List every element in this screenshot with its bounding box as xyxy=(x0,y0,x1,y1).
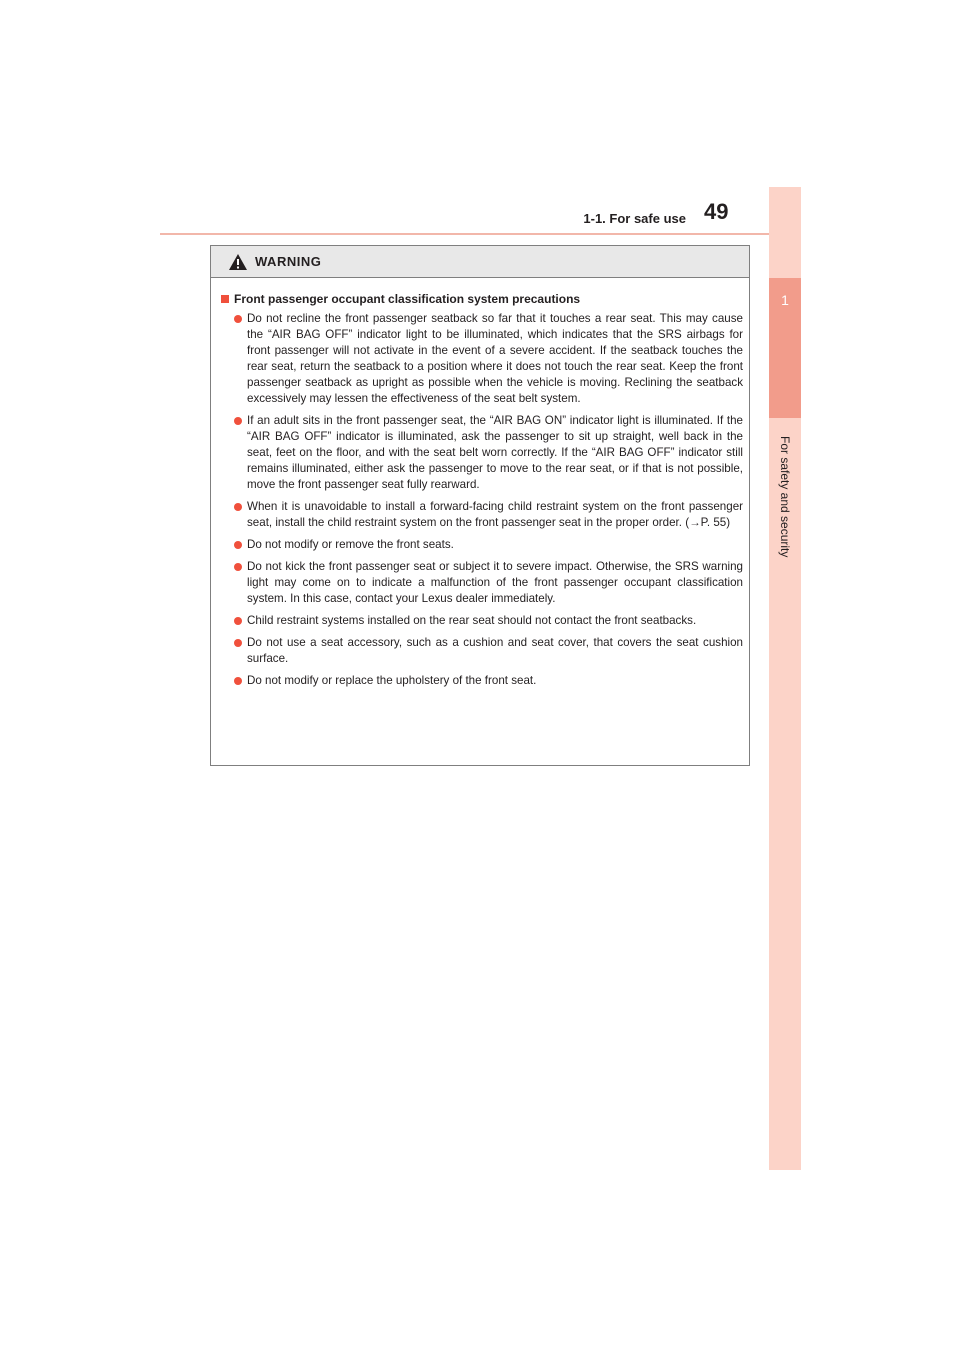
warning-item xyxy=(234,413,743,493)
chapter-number: 1 xyxy=(781,292,789,308)
warning-item xyxy=(234,673,743,689)
bullet-dot-icon xyxy=(234,639,242,647)
warning-item-text: Do not kick the front passenger seat or subject it to severe impact. Otherwise, the SRS warning light may come on to indicate a malfunction of the front passenger occupant classification system. In this case, contact your Lexus dealer immediately. xyxy=(247,560,743,605)
warning-item-text: If an adult sits in the front passenger seat, the “AIR BAG ON” indicator light is illuminated. If the “AIR BAG OFF” indicator is illuminated, ask the passenger to sit up straight, well back in the seat, feet on the floor, and with the seat belt worn correctly. If the “AIR BAG OFF” indicator still remains illuminated, either ask the passenger to move to the rear seat, or if that is not possible, move the front passenger seat fully rearward. xyxy=(247,414,743,491)
warning-item-list xyxy=(221,311,743,689)
section-heading-text: Front passenger occupant classification system precautions xyxy=(234,292,581,306)
header-section-title: 1-1. For safe use xyxy=(583,211,686,226)
warning-item-text: Do not use a seat accessory, such as a cushion and seat cover, that covers the seat cushion surface. xyxy=(247,636,743,665)
warning-item xyxy=(234,537,743,553)
chapter-title: For safety and security xyxy=(778,436,792,558)
warning-body xyxy=(211,278,749,689)
warning-item-text: Do not modify or replace the upholstery of the front seat. xyxy=(247,674,537,687)
warning-header xyxy=(211,246,749,278)
warning-box xyxy=(210,245,750,766)
warning-triangle-icon xyxy=(228,253,248,271)
warning-item-text: Child restraint systems installed on the rear seat should not contact the front seatbacks. xyxy=(247,614,697,627)
square-bullet-icon xyxy=(221,295,229,303)
warning-label: WARNING xyxy=(255,254,322,269)
bullet-dot-icon xyxy=(234,617,242,625)
section-heading xyxy=(221,292,743,306)
bullet-dot-icon xyxy=(234,563,242,571)
warning-item-text: Do not modify or remove the front seats. xyxy=(247,538,454,551)
bullet-dot-icon xyxy=(234,503,242,511)
bullet-dot-icon xyxy=(234,417,242,425)
bullet-dot-icon xyxy=(234,677,242,685)
warning-item xyxy=(234,499,743,531)
warning-item-text: When it is unavoidable to install a forward-facing child restraint system on the front passenger seat, install the child restraint system on the front passenger seat in the proper order. (→P. 55) xyxy=(247,500,743,529)
bullet-dot-icon xyxy=(234,541,242,549)
warning-item xyxy=(234,559,743,607)
warning-item xyxy=(234,635,743,667)
header-rule xyxy=(160,233,800,235)
page-number: 49 xyxy=(704,199,729,224)
warning-item xyxy=(234,311,743,407)
warning-item-text: Do not recline the front passenger seatback so far that it touches a rear seat. This may cause the “AIR BAG OFF” indicator light to be illuminated, which indicates that the SRS airbags for front passenger will not activate in the event of a severe accident. If the seatback touches the rear seat, return the seatback to a position where it does not touch the rear seat. Keep the front passenger seatback as upright as possible when the vehicle is moving. Reclining the seatback excessively may lessen the effectiveness of the seat belt system. xyxy=(247,312,743,405)
warning-item xyxy=(234,613,743,629)
bullet-dot-icon xyxy=(234,315,242,323)
